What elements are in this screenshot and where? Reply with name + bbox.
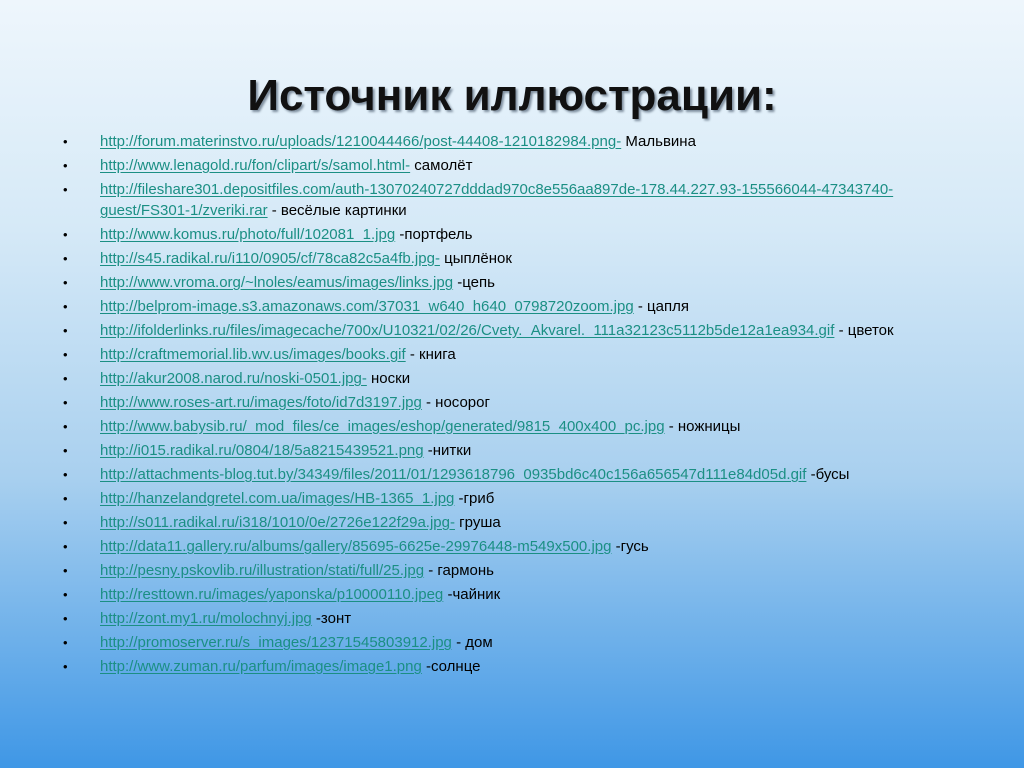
bullet: • [63, 251, 68, 266]
list-item [63, 391, 980, 415]
source-link[interactable]: http://promoserver.ru/s_images/12371545803912.jpg [100, 634, 452, 651]
list-item [63, 367, 980, 391]
bullet: • [63, 347, 68, 362]
source-description: -портфель [395, 226, 473, 243]
source-link[interactable]: http://www.babysib.ru/_mod_files/ce_images/eshop/generated/9815_400x400_pc.jpg [100, 418, 665, 435]
bullet: • [63, 539, 68, 554]
bullet: • [63, 611, 68, 626]
source-description: - дом [451, 634, 493, 651]
list-item [63, 463, 980, 487]
source-link[interactable]: http://www.lenagold.ru/fon/clipart/s/samol.html- [100, 157, 411, 174]
bullet: • [63, 635, 68, 650]
source-link[interactable]: http://hanzelandgretel.com.ua/images/HB-1365_1.jpg [100, 490, 455, 507]
bullet: • [63, 467, 68, 482]
source-description: -гриб [454, 490, 495, 507]
source-description: груша [455, 514, 501, 531]
bullet: • [63, 419, 68, 434]
source-list [63, 130, 980, 679]
source-link[interactable]: http://www.vroma.org/~lnoles/eamus/images/links.jpg [100, 274, 454, 291]
source-link[interactable]: http://i015.radikal.ru/0804/18/5a8215439521.png [100, 442, 424, 459]
list-item [63, 487, 980, 511]
source-link[interactable]: http://craftmemorial.lib.wv.us/images/books.gif [100, 346, 406, 363]
source-link[interactable]: http://akur2008.narod.ru/noski-0501.jpg- [100, 370, 367, 387]
bullet: • [63, 659, 68, 674]
source-description: - весёлые картинки [267, 202, 407, 219]
source-description: -чайник [443, 586, 501, 603]
source-link[interactable]: http://belprom-image.s3.amazonaws.com/37031_w640_h640_0798720zoom.jpg [100, 298, 634, 315]
source-link[interactable]: http://resttown.ru/images/yaponska/p10000110.jpeg [100, 586, 444, 603]
bullet: • [63, 182, 68, 197]
source-description: Мальвина [621, 133, 696, 150]
list-item [63, 223, 980, 247]
list-item [63, 511, 980, 535]
source-description: - ножницы [664, 418, 741, 435]
source-description: - цветок [834, 322, 894, 339]
slide-title: Источник иллюстрации: [247, 71, 777, 120]
list-item [63, 319, 980, 343]
list-item [63, 559, 980, 583]
bullet: • [63, 443, 68, 458]
bullet: • [63, 227, 68, 242]
bullet: • [63, 491, 68, 506]
list-item [63, 535, 980, 559]
list-item [63, 247, 980, 271]
source-link[interactable]: http://www.roses-art.ru/images/foto/id7d3197.jpg [100, 394, 422, 411]
bullet: • [63, 587, 68, 602]
bullet: • [63, 275, 68, 290]
source-description: - носорог [421, 394, 490, 411]
bullet: • [63, 563, 68, 578]
list-item [63, 415, 980, 439]
bullet: • [63, 323, 68, 338]
source-description: самолёт [410, 157, 473, 174]
source-link[interactable]: http://forum.materinstvo.ru/uploads/1210044466/post-44408-1210182984.png- [100, 133, 622, 150]
bullet: • [63, 371, 68, 386]
source-link[interactable]: http://ifolderlinks.ru/files/imagecache/700x/U10321/02/26/Cvety._Akvarel._111a32123c5112b5de12a1ea934.gif [100, 322, 835, 339]
list-item [63, 439, 980, 463]
source-description: -гусь [611, 538, 649, 555]
list-item [63, 655, 980, 679]
source-description: -бусы [806, 466, 850, 483]
source-link[interactable]: http://s011.radikal.ru/i318/1010/0e/2726e122f29a.jpg- [100, 514, 455, 531]
source-description: - гармонь [424, 562, 494, 579]
list-item [63, 343, 980, 367]
source-link[interactable]: http://www.komus.ru/photo/full/102081_1.jpg [100, 226, 396, 243]
list-item [63, 154, 980, 178]
list-item [63, 631, 980, 655]
bullet: • [63, 299, 68, 314]
source-description: - цапля [633, 298, 689, 315]
list-item [63, 295, 980, 319]
source-description: -солнце [421, 658, 481, 675]
list-item [63, 607, 980, 631]
list-item [63, 178, 980, 223]
bullet: • [63, 134, 68, 149]
source-description: -нитки [423, 442, 472, 459]
bullet: • [63, 515, 68, 530]
source-description: - книга [405, 346, 456, 363]
source-description: цыплёнок [439, 250, 512, 267]
source-link[interactable]: http://pesny.pskovlib.ru/illustration/stati/full/25.jpg [100, 562, 425, 579]
list-item [63, 271, 980, 295]
source-link[interactable]: http://data11.gallery.ru/albums/gallery/85695-6625e-29976448-m549x500.jpg [100, 538, 612, 555]
source-description: носки [366, 370, 411, 387]
source-link[interactable]: http://zont.my1.ru/molochnyj.jpg [100, 610, 312, 627]
source-description: -цепь [453, 274, 495, 291]
source-description: -зонт [311, 610, 352, 627]
bullet: • [63, 158, 68, 173]
source-link[interactable]: http://s45.radikal.ru/i110/0905/cf/78ca82c5a4fb.jpg- [100, 250, 440, 267]
list-item [63, 130, 980, 154]
source-link[interactable]: http://attachments-blog.tut.by/34349/files/2011/01/1293618796_0935bd6c40c156a656547d111e84d05d.gif [100, 466, 807, 483]
bullet: • [63, 395, 68, 410]
source-link[interactable]: http://fileshare301.depositfiles.com/auth-13070240727dddad970c8e556aa897de-178.44.227.93-155566044-47343740-guest/FS301-1/zveriki.rar [100, 181, 894, 219]
source-link[interactable]: http://www.zuman.ru/parfum/images/image1.png [100, 658, 422, 675]
list-item [63, 583, 980, 607]
